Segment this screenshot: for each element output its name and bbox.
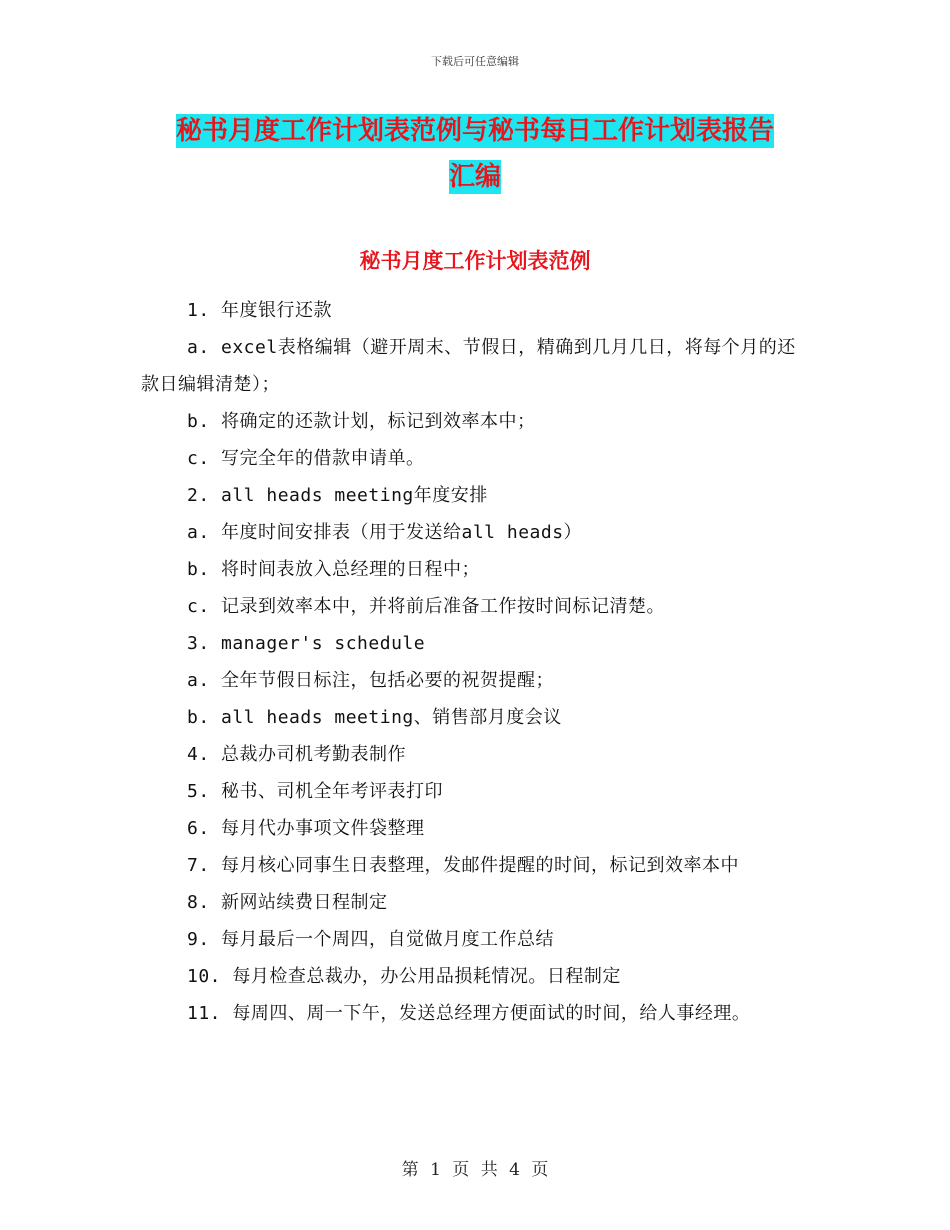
paragraph: 3. manager's schedule (187, 633, 426, 654)
paragraph: 6. 每月代办事项文件袋整理 (187, 818, 425, 839)
paragraph: 9. 每月最后一个周四，自觉做月度工作总结 (187, 929, 555, 950)
paragraph: 5. 秘书、司机全年考评表打印 (187, 781, 444, 802)
paragraph: 4. 总裁办司机考勤表制作 (187, 744, 407, 765)
paragraph: 1. 年度银行还款 (187, 300, 333, 321)
paragraph: a. excel表格编辑（避开周末、节假日，精确到几月几日，将每个月的还款日编辑清楚）； (141, 337, 796, 395)
paragraph: 8. 新网站续费日程制定 (187, 892, 388, 913)
paragraph: c. 写完全年的借款申请单。 (187, 448, 425, 469)
document-title (140, 108, 810, 200)
paragraph: 7. 每月核心同事生日表整理，发邮件提醒的时间，标记到效率本中 (187, 855, 740, 876)
paragraph: a. 全年节假日标注，包括必要的祝贺提醒； (187, 670, 555, 691)
paragraph: b. all heads meeting、销售部月度会议 (187, 707, 562, 728)
document-body (141, 292, 806, 1032)
paragraph: c. 记录到效率本中，并将前后准备工作按时间标记清楚。 (187, 596, 666, 617)
page-header: 下载后可任意编辑 (431, 55, 519, 68)
paragraph: 2. all heads meeting年度安排 (187, 485, 488, 506)
page-number: 第 1 页 共 4 页 (401, 1160, 549, 1180)
document-title-line-1: 秘书月度工作计划表范例与秘书每日工作计划表报告 (175, 116, 774, 146)
section-title: 秘书月度工作计划表范例 (359, 249, 591, 273)
paragraph: a. 年度时间安排表（用于发送给all heads） (187, 522, 583, 543)
paragraph: b. 将时间表放入总经理的日程中； (187, 559, 481, 580)
document-title-line-2: 汇编 (448, 162, 501, 192)
paragraph: 11. 每周四、周一下午，发送总经理方便面试的时间，给人事经理。 (187, 1003, 751, 1024)
paragraph: 10. 每月检查总裁办，办公用品损耗情况。日程制定 (187, 966, 621, 987)
paragraph: b. 将确定的还款计划，标记到效率本中； (187, 411, 536, 432)
